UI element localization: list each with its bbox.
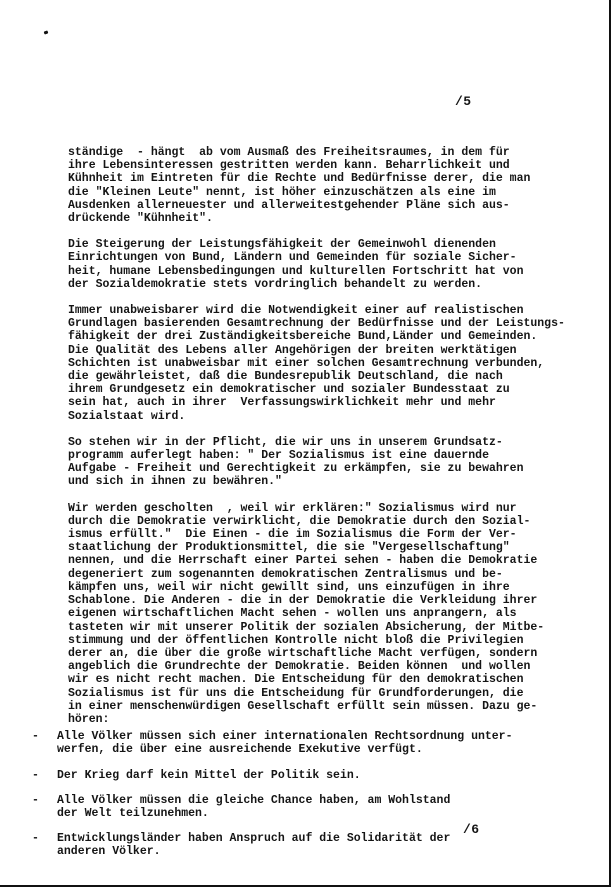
text-line: Grundlagen basierenden Gesamtrechnung der Bedürfnisse und der Leistungs- [68, 317, 565, 331]
text-line: nennen, und die Herrschaft einer Partei sehen - haben die Demokratie [68, 554, 538, 568]
text-line: angeblich die Grundrechte der Demokratie. Beiden können und wollen [68, 660, 531, 674]
bullet-dash: - [32, 768, 39, 782]
text-line: ihre Lebensinteressen gestritten werden kann. Beharrlichkeit und [68, 159, 510, 173]
list-item [0, 769, 588, 782]
text-line: Entwicklungsländer haben Anspruch auf die Solidarität der [57, 832, 451, 846]
paragraph [68, 436, 588, 489]
page-number-top: /5 [455, 94, 472, 109]
text-line: sein hat, auch in ihrer Verfassungswirklichkeit mehr und mehr [68, 396, 496, 410]
text-line: ständige - hängt ab vom Ausmaß des Freiheitsraumes, in dem für [68, 146, 510, 159]
text-line: Aufgabe - Freiheit und Gerechtigkeit zu erkämpfen, sie zu bewahren [68, 462, 524, 476]
text-line: degeneriert zum sogenannten demokratischen Zentralismus und be- [68, 567, 503, 581]
text-line: Alle Völker müssen sich einer internationalen Rechtsordnung unter- [57, 730, 513, 744]
text-line: und sich in ihnen zu bewähren." [68, 475, 282, 489]
list-item [0, 794, 588, 820]
text-line: Sozialismus ist für uns die Entscheidung für Grundforderungen, die [68, 686, 524, 700]
text-line: stimmung und der öffentlichen Kontrolle nicht bloß die Privilegien [68, 633, 524, 647]
document-body [32, 146, 588, 871]
paragraph [68, 304, 588, 423]
bullet-dash: - [32, 793, 39, 807]
text-line: eigenen wirtschaftlichen Macht sehen - wollen uns anprangern, als [68, 607, 517, 621]
text-line: Schichten ist unabweisbar mit einer solchen Gesamtrechnung verbunden, [68, 356, 545, 370]
text-line: Ausdenken allerneuester und allerweitestgehender Pläne sich aus- [68, 198, 510, 212]
paragraph [68, 502, 588, 726]
text-line: Die Steigerung der Leistungsfähigkeit der Gemeinwohl dienenden [68, 238, 496, 252]
text-line: Alle Völker müssen die gleiche Chance haben, am Wohlstand [57, 793, 451, 807]
text-line: Schablone. Die Anderen - die in der Demokratie die Verkleidung ihrer [68, 594, 538, 608]
demands-list [0, 730, 588, 858]
text-line: die gewährleistet, daß die Bundesrepublik Deutschland, die nach [68, 370, 503, 384]
page-number-bottom: /6 [463, 822, 480, 837]
text-line: der Welt teilzunehmen. [57, 806, 209, 820]
text-line: hören: [68, 712, 110, 726]
text-line: ismus erfüllt." Die Einen - die im Sozialismus die Form der Ver- [68, 528, 517, 542]
list-item [0, 730, 588, 756]
text-line: der Sozialdemokratie stets vordringlich behandelt zu werden. [68, 277, 483, 291]
text-line: heit, humane Lebensbedingungen und kulturellen Fortschritt hat von [68, 264, 524, 278]
text-line: werfen, die über eine ausreichende Exekutive verfügt. [57, 743, 423, 757]
bullet-dash: - [32, 730, 39, 744]
text-line: Sozialstaat wird. [68, 409, 186, 423]
text-line: staatlichung der Produktionsmittel, die sie "Vergesellschaftung" [68, 541, 510, 555]
text-line: Einrichtungen von Bund, Ländern und Gemeinden für soziale Sicher- [68, 251, 517, 265]
text-line: die "Kleinen Leute" nennt, ist höher einzuschätzen als eine im [68, 185, 496, 199]
text-line: kämpfen uns, weil wir nicht gewillt sind, uns einzufügen in ihre [68, 580, 510, 594]
list-item [0, 832, 588, 858]
text-line: Wir werden gescholten , weil wir erklären:" Sozialismus wird nur [68, 501, 517, 515]
text-line: ihrem Grundgesetz ein demokratischer und sozialer Bundesstaat zu [68, 383, 510, 397]
text-line: So stehen wir in der Pflicht, die wir uns in unserem Grundsatz- [68, 435, 503, 449]
text-line: wir es nicht recht machen. Die Entscheidung für den demokratischen [68, 673, 524, 687]
text-line: derer an, die über die große wirtschaftliche Macht verfügen, sondern [68, 646, 538, 660]
bullet-dash: - [32, 832, 39, 846]
text-line: Kühnheit im Eintreten für die Rechte und Bedürfnisse derer, die man [68, 172, 531, 186]
paragraph [68, 146, 588, 225]
text-line: Der Krieg darf kein Mittel der Politik sein. [57, 768, 361, 782]
paragraph [68, 238, 588, 291]
scan-speck [44, 30, 49, 34]
text-line: durch die Demokratie verwirklicht, die Demokratie durch den Sozial- [68, 514, 531, 528]
text-line: programm auferlegt haben: " Der Sozialismus ist eine dauernde [68, 449, 489, 463]
text-line: Die Qualität des Lebens aller Angehörigen der breiten werktätigen [68, 343, 517, 357]
text-line: fähigkeit der drei Zuständigkeitsbereiche Bund,Länder und Gemeinden. [68, 330, 538, 344]
text-line: tasteten wir mit unserer Politik der sozialen Absicherung, der Mitbe- [68, 620, 545, 634]
text-line: Immer unabweisbarer wird die Notwendigkeit einer auf realistischen [68, 304, 524, 318]
text-line: anderen Völker. [57, 845, 161, 859]
text-line: in einer menschenwürdigen Gesellschaft erfüllt sein müssen. Dazu ge- [68, 699, 538, 713]
text-line: drückende "Kühnheit". [68, 212, 213, 226]
